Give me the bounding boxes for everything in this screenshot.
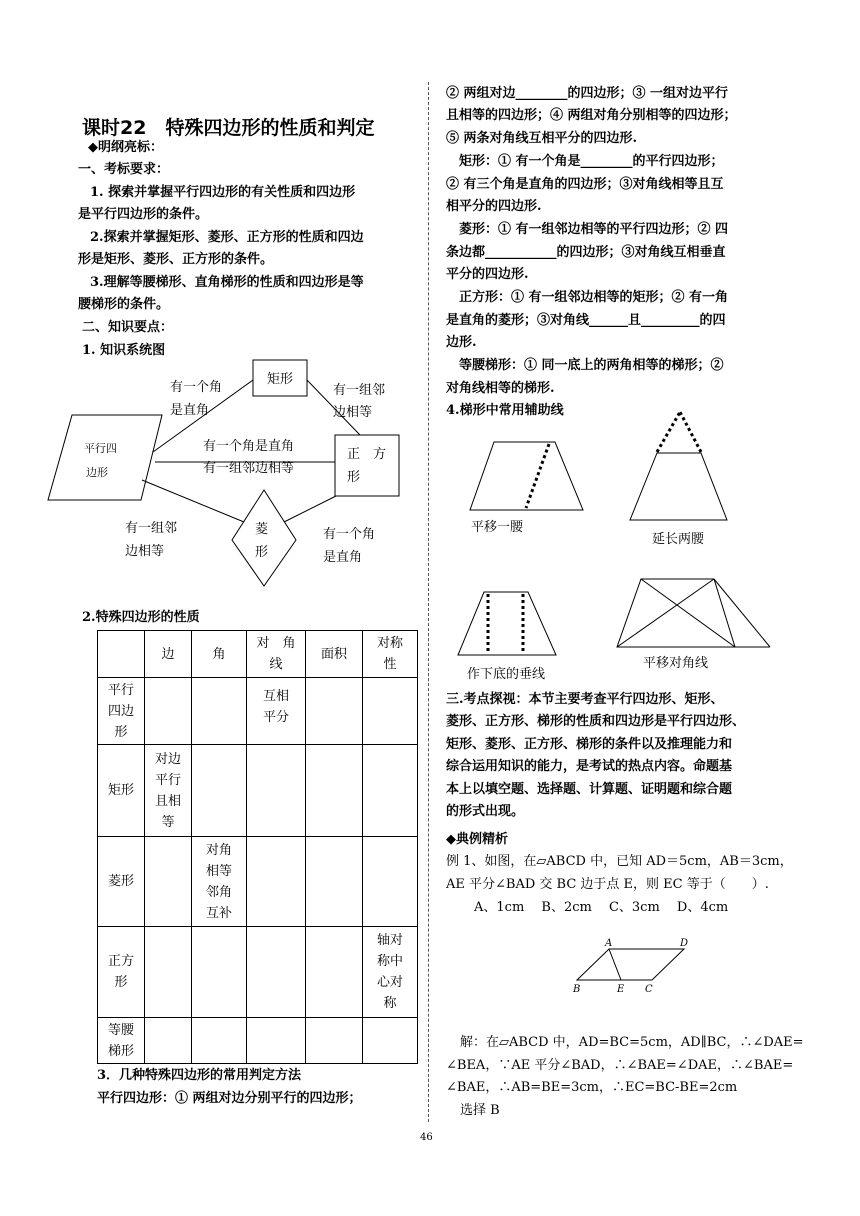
parallelogram-label-line1: 平行四 bbox=[84, 442, 117, 455]
rhombus-label-line2: 形 bbox=[255, 545, 269, 560]
row-label-rhombus: 菱形 bbox=[98, 837, 145, 927]
criteria-line-9: 平分的四边形. bbox=[446, 267, 529, 282]
exam-focus-line-5: 本上以填空题、选择题、计算题、证明题和综合题 bbox=[446, 782, 733, 797]
table-cell bbox=[145, 1018, 192, 1064]
solution-line-3: ∠BAE，∴AB=BE=3cm，∴EC=BC-BE=2cm bbox=[446, 1080, 738, 1095]
requirement-2-line2: 形是矩形、菱形、正方形的条件。 bbox=[78, 252, 274, 267]
criteria-line-11: 是直角的菱形；③对角线______且_________的四 bbox=[446, 313, 726, 328]
bottom-left-condition-line1: 有一组邻 bbox=[125, 521, 178, 536]
requirement-2-line1: 2.探索并掌握矩形、菱形、正方形的性质和四边 bbox=[90, 230, 364, 245]
row-label-rectangle: 矩形 bbox=[98, 745, 145, 837]
solution-line-2: ∠BEA，∵AE 平分∠BAD，∴∠BAE=∠DAE，∴∠BAE= bbox=[446, 1058, 794, 1073]
system-diagram-heading: 1. 知识系统图 bbox=[82, 343, 166, 358]
bottom-right-condition-line2: 是直角 bbox=[323, 550, 363, 565]
criteria-line-7: 菱形：① 有一组邻边相等的平行四边形；② 四 bbox=[459, 222, 729, 237]
top-left-condition-line2: 是直角 bbox=[170, 403, 210, 418]
table-cell bbox=[192, 1018, 247, 1064]
point-b-label: B bbox=[573, 984, 581, 995]
exam-focus-line-6: 的形式出现。 bbox=[446, 804, 525, 819]
table-header-symmetry: 对称 性 bbox=[363, 631, 418, 678]
bottom-left-condition-line2: 边相等 bbox=[125, 544, 165, 559]
criteria-line-5: ② 有三个角是直角的四边形；③对角线相等且互 bbox=[446, 177, 724, 192]
knowledge-heading: 二、知识要点： bbox=[82, 320, 174, 335]
table-header-edge: 边 bbox=[145, 631, 192, 678]
exam-focus-line-2: 菱形、正方形、梯形的性质和四边形是平行四边形、 bbox=[446, 714, 746, 729]
square-symmetry-cell: 轴对 称中 心对 称 bbox=[363, 927, 418, 1018]
example-1-line-1: 例 1、如图，在▱ABCD 中，已知 AD＝5cm，AB＝3cm， bbox=[446, 854, 793, 869]
criteria-line-10: 正方形：① 有一组邻边相等的矩形；② 有一角 bbox=[459, 290, 729, 305]
example-heading: ◆典例精析 bbox=[446, 832, 508, 847]
caption-translate-leg: 平移一腰 bbox=[471, 520, 524, 535]
requirements-heading: 一、考标要求： bbox=[78, 162, 170, 177]
point-c-label: C bbox=[645, 984, 653, 995]
caption-translate-diagonal: 平移对角线 bbox=[643, 656, 709, 671]
example-1-options: A、1cm B、2cm C、3cm D、4cm bbox=[474, 900, 729, 915]
criteria-line-8: 条边都___________的四边形；③对角线互相垂直 bbox=[446, 245, 726, 260]
table-cell bbox=[247, 1018, 306, 1064]
middle-condition-line2: 有一组邻边相等 bbox=[203, 461, 295, 476]
properties-heading: 2.特殊四边形的性质 bbox=[82, 610, 200, 625]
criteria-line-14: 对角线相等的梯形. bbox=[446, 381, 555, 396]
rhombus-angle-cell: 对角 相等 邻角 互补 bbox=[192, 837, 247, 927]
requirement-1-line1: 1. 探索并掌握平行四边形的有关性质和四边形 bbox=[90, 185, 356, 200]
rhombus-label-line1: 菱 bbox=[255, 522, 269, 537]
table-header-area: 面积 bbox=[306, 631, 363, 678]
requirement-3-line2: 腰梯形的条件。 bbox=[78, 297, 170, 312]
solution-answer: 选择 B bbox=[460, 1103, 500, 1118]
top-left-condition-line1: 有一个角 bbox=[170, 380, 223, 395]
point-e-label: E bbox=[617, 984, 625, 995]
exam-focus-line-1: 三.考点探视：本节主要考查平行四边形、矩形、 bbox=[446, 692, 724, 707]
table-header-diagonal: 对 角 线 bbox=[247, 631, 306, 678]
solution-line-1: 解：在▱ABCD 中，AD=BC=5cm，AD∥BC，∴∠DAE= bbox=[460, 1035, 804, 1050]
square-label-line1: 正 方 bbox=[347, 447, 387, 462]
point-a-label: A bbox=[605, 938, 613, 949]
row-label-isosceles-trapezoid: 等腰 梯形 bbox=[98, 1018, 145, 1064]
page-number: 46 bbox=[420, 1132, 433, 1143]
criteria-line-4: 矩形：① 有一个角是________的平行四边形； bbox=[459, 154, 724, 169]
criteria-line-1: ② 两组对边________的四边形；③ 一组对边平行 bbox=[446, 86, 729, 101]
bottom-right-condition-line1: 有一个角 bbox=[323, 527, 376, 542]
top-right-condition-line1: 有一组邻 bbox=[333, 383, 386, 398]
example-1-line-2: AE 平分∠BAD 交 BC 边于点 E，则 EC 等于（ ）. bbox=[446, 877, 769, 892]
caption-perpendicular: 作下底的垂线 bbox=[467, 667, 546, 682]
parallelogram-criteria-line: 平行四边形：① 两组对边分别平行的四边形； bbox=[97, 1091, 362, 1106]
top-right-condition-line2: 边相等 bbox=[333, 405, 373, 420]
outline-heading: ◆明纲亮标： bbox=[88, 140, 163, 155]
auxiliary-lines-heading: 4.梯形中常用辅助线 bbox=[446, 403, 564, 418]
caption-extend-legs: 延长两腰 bbox=[652, 532, 705, 547]
exam-focus-line-3: 矩形、菱形、正方形、梯形的条件以及推理能力和 bbox=[446, 737, 733, 752]
criteria-line-13: 等腰梯形：① 同一底上的两角相等的梯形；② bbox=[459, 358, 724, 373]
row-label-parallelogram: 平行 四边 形 bbox=[98, 678, 145, 745]
parallelogram-label-line2: 边形 bbox=[86, 466, 108, 479]
table-cell bbox=[363, 1018, 418, 1064]
parallelogram-diagonal-cell: 互相 平分 bbox=[247, 678, 306, 745]
point-d-label: D bbox=[680, 938, 689, 949]
judgement-heading: 3．几种特殊四边形的常用判定方法 bbox=[97, 1068, 302, 1083]
requirement-3-line1: 3.理解等腰梯形、直角梯形的性质和四边形是等 bbox=[90, 275, 364, 290]
criteria-line-6: 相平分的四边形. bbox=[446, 199, 542, 214]
criteria-line-12: 边形. bbox=[446, 335, 477, 350]
table-row bbox=[98, 1018, 418, 1064]
requirement-1-line2: 是平行四边形的条件。 bbox=[78, 207, 209, 222]
criteria-line-3: ⑤ 两条对角线互相平分的四边形. bbox=[446, 131, 638, 146]
square-label-line2: 形 bbox=[347, 470, 361, 485]
page-title: 课时22 特殊四边形的性质和判定 bbox=[82, 117, 375, 139]
criteria-line-2: 且相等的四边形；④ 两组对角分别相等的四边形； bbox=[446, 108, 737, 123]
row-label-square: 正方 形 bbox=[98, 927, 145, 1018]
table-header-angle: 角 bbox=[192, 631, 247, 678]
middle-condition-line1: 有一个角是直角 bbox=[203, 439, 295, 454]
rectangle-label: 矩形 bbox=[266, 372, 294, 387]
rectangle-edge-cell: 对边 平行 且相 等 bbox=[145, 745, 192, 837]
exam-focus-line-4: 综合运用知识的能力，是考试的热点内容。命题基 bbox=[446, 759, 733, 774]
table-cell bbox=[306, 1018, 363, 1064]
